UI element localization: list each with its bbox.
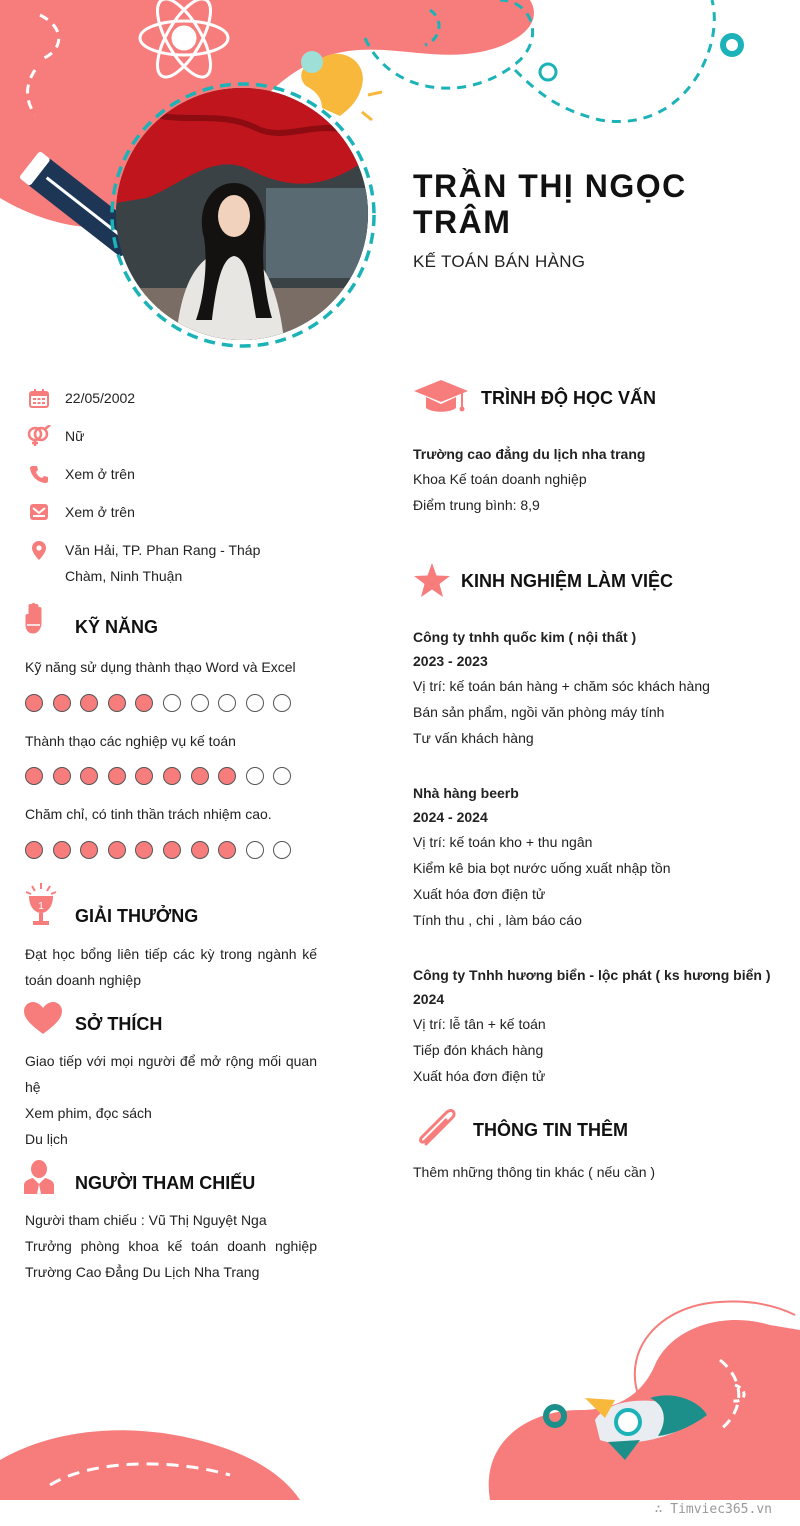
rating-dot-filled [53,767,71,785]
skill-name: Chăm chỉ, có tinh thần trách nhiệm cao. [25,806,272,822]
contact-value: Nữ [65,428,85,444]
person-icon [24,1160,54,1194]
rating-dot-filled [135,841,153,859]
rating-dot-filled [218,767,236,785]
job-period: 2023 - 2023 [413,653,488,669]
job-line: Bán sản phẩm, ngồi văn phòng máy tính [413,704,665,720]
rating-dot-filled [163,841,181,859]
job-company: Nhà hàng beerb [413,785,519,801]
rating-dot-empty [273,767,291,785]
rating-dot-filled [80,767,98,785]
reference-line: Trường Cao Đẳng Du Lịch Nha Trang [25,1264,260,1280]
job-line: Vị trí: kế toán kho + thu ngân [413,834,593,850]
contact-value: Văn Hải, TP. Phan Rang - Tháp Chàm, Ninh Thuận [65,542,261,584]
job-company: Công ty tnhh quốc kim ( nội thất ) [413,629,637,645]
skill-name: Kỹ năng sử dụng thành thạo Word và Excel [25,659,296,675]
calendar-icon [26,388,52,408]
education-line: Khoa Kế toán doanh nghiệp [413,471,587,487]
education-school: Trường cao đẳng du lịch nha trang [413,446,646,462]
job-company: Công ty Tnhh hương biển - lộc phát ( ks hương biển ) [413,967,771,983]
rating-dot-filled [80,841,98,859]
rating-dot-filled [108,694,126,712]
job-line: Kiểm kê bia bọt nước uống xuất nhập tồn [413,860,671,876]
job-line: Vị trí: lễ tân + kế toán [413,1016,546,1032]
contact-value: Xem ở trên [65,504,135,520]
extra-title: THÔNG TIN THÊM [473,1120,628,1140]
job-position: KẾ TOÁN BÁN HÀNG [413,252,586,271]
gender-icon [26,426,52,446]
watermark: ∴ Timviec365.vn [654,1502,772,1517]
bottom-decoration [0,1290,800,1526]
rating-dot-empty [191,694,209,712]
rating-dot-filled [80,694,98,712]
contact-value: 22/05/2002 [65,390,136,406]
skill-rating [25,694,301,712]
awards-text: Đạt học bổng liên tiếp các kỳ trong ngành kế toán doanh nghiệp [25,946,317,988]
awards-title: GIẢI THƯỞNG [75,906,199,926]
rating-dot-filled [163,767,181,785]
rating-dot-filled [108,841,126,859]
contact-gender [26,426,326,449]
hobby-item: Du lịch [25,1131,68,1147]
rating-dot-empty [163,694,181,712]
rating-dot-filled [25,694,43,712]
location-pin-icon [26,540,52,560]
contact-phone [26,464,326,487]
hand-icon [24,603,48,637]
education-line: Điểm trung bình: 8,9 [413,497,540,513]
skill-rating [25,841,301,859]
extra-text: Thêm những thông tin khác ( nếu cần ) [413,1164,656,1180]
skill-rating [25,767,301,785]
rating-dot-filled [25,841,43,859]
reference-line: Trưởng phòng khoa kế toán doanh nghiệp [25,1238,317,1254]
education-title: TRÌNH ĐỘ HỌC VẤN [481,388,656,408]
star-icon [414,563,450,597]
rating-dot-empty [273,694,291,712]
rating-dot-filled [135,767,153,785]
rating-dot-filled [135,694,153,712]
job-line: Xuất hóa đơn điện tử [413,1068,546,1084]
reference-line: Người tham chiếu : Vũ Thị Nguyệt Nga [25,1212,267,1228]
contact-birthday [26,388,326,411]
hobby-item: Xem phim, đọc sách [25,1105,152,1121]
rating-dot-empty [273,841,291,859]
hobbies-title: SỞ THÍCH [75,1014,163,1034]
graduation-cap-icon [414,380,468,414]
candidate-name: TRẦN THỊ NGỌC TRÂM [413,168,687,240]
job-line: Tư vấn khách hàng [413,730,534,746]
job-period: 2024 [413,991,445,1007]
paperclip-icon [416,1108,460,1148]
heart-icon [24,1002,62,1034]
job-period: 2024 - 2024 [413,809,488,825]
profile-photo [116,88,368,340]
rating-dot-filled [191,767,209,785]
contact-email [26,502,326,525]
contact-value: Xem ở trên [65,466,135,482]
job-line: Vị trí: kế toán bán hàng + chăm sóc khách hàng [413,678,710,694]
trophy-icon [24,883,58,929]
rating-dot-empty [246,694,264,712]
job-line: Tính thu , chi , làm báo cáo [413,912,582,928]
rating-dot-empty [218,694,236,712]
rating-dot-empty [246,841,264,859]
rating-dot-filled [53,841,71,859]
job-line: Tiếp đón khách hàng [413,1042,544,1058]
rating-dot-filled [218,841,236,859]
phone-icon [26,464,52,484]
rating-dot-filled [25,767,43,785]
contact-address [26,540,326,589]
rating-dot-filled [108,767,126,785]
skill-name: Thành thạo các nghiệp vụ kế toán [25,733,236,749]
skills-title: KỸ NĂNG [75,617,159,637]
rating-dot-filled [53,694,71,712]
email-icon [26,502,52,522]
svg-text:1: 1 [38,901,44,912]
rating-dot-empty [246,767,264,785]
job-line: Xuất hóa đơn điện tử [413,886,546,902]
references-title: NGƯỜI THAM CHIẾU [75,1173,256,1193]
rating-dot-filled [191,841,209,859]
hobby-item: Giao tiếp với mọi người để mở rộng mối quan hệ [25,1053,317,1095]
experience-title: KINH NGHIỆM LÀM VIỆC [461,571,674,591]
